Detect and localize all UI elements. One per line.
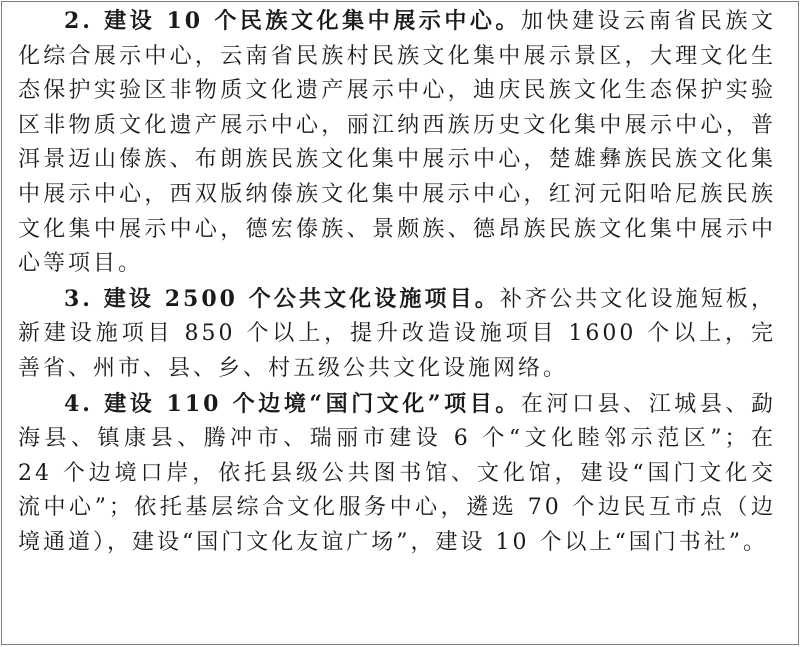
paragraph-public-facilities <box>18 282 776 387</box>
paragraph-body: 在河口县、江城县、勐海县、镇康县、腾冲市、瑞丽市建设 6 个“文化睦邻示范区”；在 24 个边境口岸，依托县级公共图书馆、文化馆，建设“国门文化交流中心”；依托基层综合文化服务中心，遴选 70 个边民互市点（边境通道），建设“国门文化友谊广场”，建设 10 个以上“国门书社”。 <box>18 391 776 555</box>
paragraph-border-culture <box>18 387 776 561</box>
document-page <box>1 1 799 645</box>
paragraph-heading: 2. 建设 10 个民族文化集中展示中心。 <box>64 8 521 34</box>
paragraph-body: 补齐公共文化设施短板，新建设施项目 850 个以上，提升改造设施项目 1600 个以上，完善省、州市、县、乡、村五级公共文化设施网络。 <box>18 286 776 381</box>
paragraph-heading: 3. 建设 2500 个公共文化设施项目。 <box>64 285 500 312</box>
paragraph-body: 加快建设云南省民族文化综合展示中心，云南省民族村民族文化集中展示景区，大理文化生态保护实验区非物质文化遗产展示中心，迪庆民族文化生态保护实验区非物质文化遗产展示中心，丽江纳西族历史文化集中展示中心，普洱景迈山傣族、布朗族民族文化集中展示中心，楚雄彝族民族文化集中展示中心，西双版纳傣族文化集中展示中心，红河元阳哈尼族民族文化集中展示中心，德宏傣族、景颇族、德昂族民族文化集中展示中心等项目。 <box>18 9 776 277</box>
paragraph-heading: 4. 建设 110 个边境“国门文化”项目。 <box>64 390 521 417</box>
paragraph-culture-centers <box>18 4 776 282</box>
